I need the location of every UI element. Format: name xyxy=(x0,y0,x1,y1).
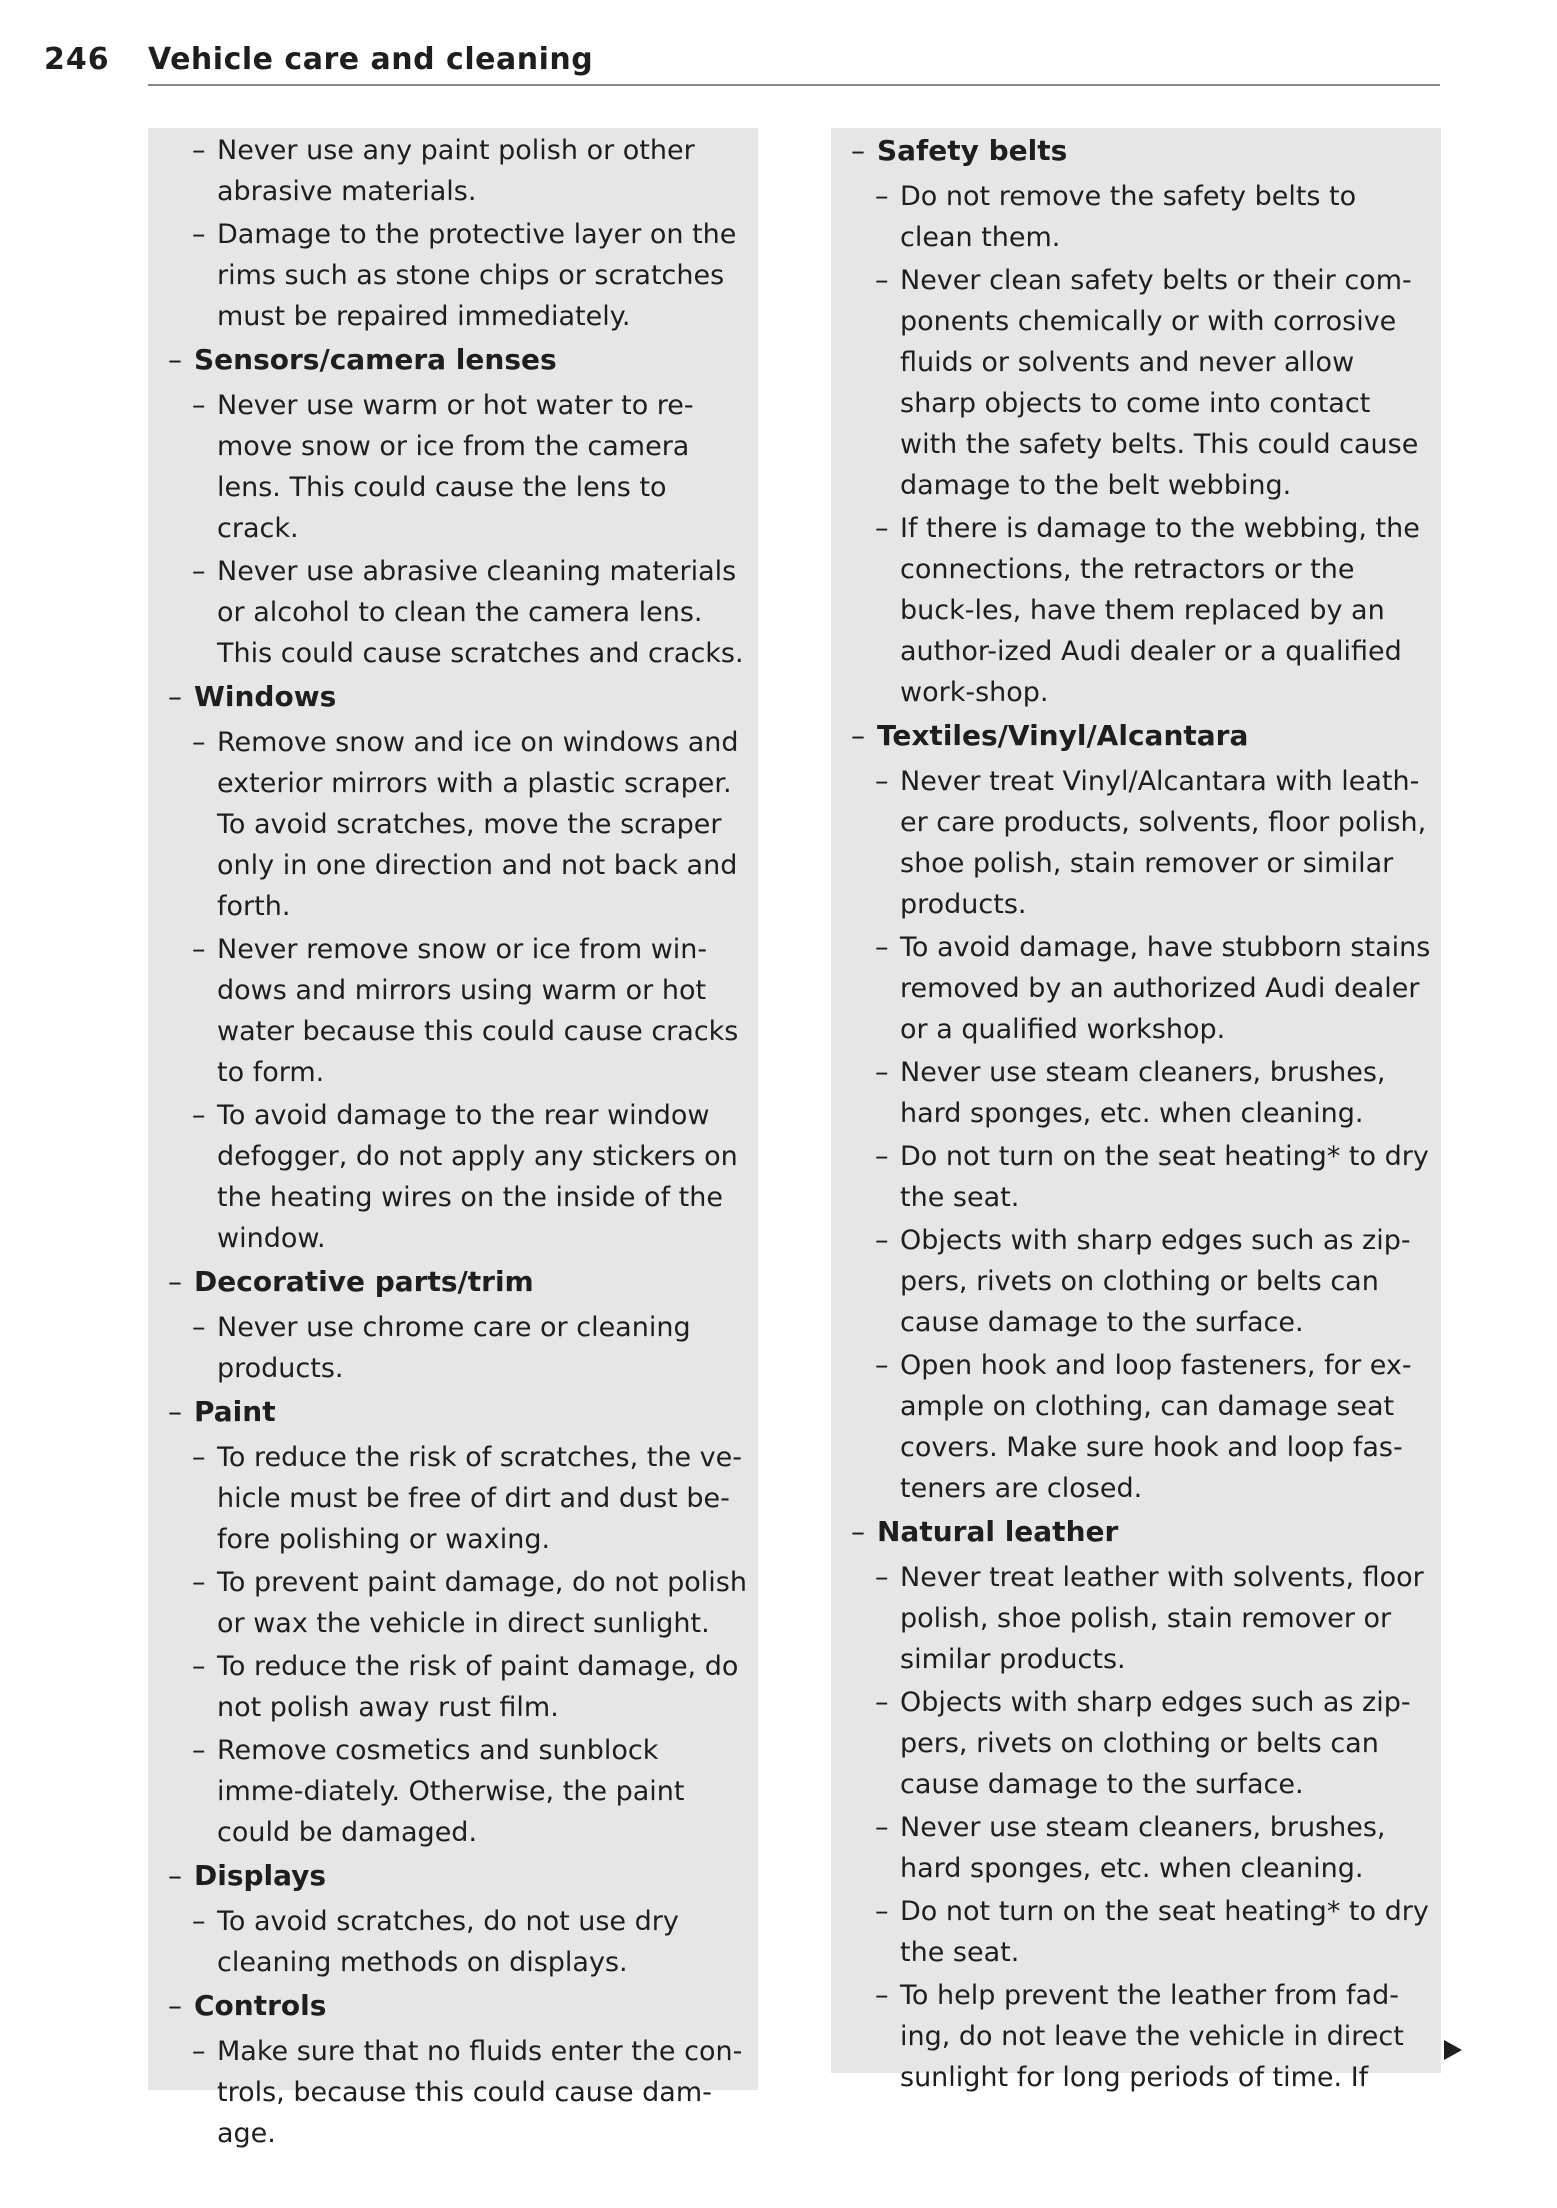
caution-item xyxy=(831,927,1441,1050)
bullet-dash: – xyxy=(192,219,206,250)
caution-item xyxy=(831,1807,1441,1889)
caution-item-text: Make sure that no fluids enter the con-trols, because this could cause dam-age. xyxy=(217,2036,743,2149)
bullet-dash: – xyxy=(192,556,206,587)
category-heading-controls xyxy=(148,1985,758,2026)
caution-item xyxy=(831,176,1441,258)
caution-item-text: Never clean safety belts or their com-ponents chemically or with corrosive fluids or solvents and never allow sharp objects to come into contact with the safety belts. This could cause damage to the belt webbing. xyxy=(900,265,1419,501)
bullet-dash: – xyxy=(192,934,206,965)
bullet-dash: – xyxy=(168,1265,182,1298)
caution-item-text: Do not turn on the seat heating* to dry the seat. xyxy=(900,1141,1429,1213)
caution-item xyxy=(831,1136,1441,1218)
caution-item xyxy=(148,722,758,927)
caution-item xyxy=(148,1901,758,1983)
category-heading-text: Decorative parts/trim xyxy=(194,1265,534,1298)
category-heading-textiles-vinyl-alcantara xyxy=(831,715,1441,756)
bullet-dash: – xyxy=(875,181,889,212)
bullet-dash: – xyxy=(192,135,206,166)
bullet-dash: – xyxy=(875,1980,889,2011)
caution-item xyxy=(148,1562,758,1644)
bullet-dash: – xyxy=(192,1567,206,1598)
bullet-dash: – xyxy=(192,1906,206,1937)
category-heading-displays xyxy=(148,1855,758,1896)
left-caution-column xyxy=(148,128,758,2149)
category-heading-text: Paint xyxy=(194,1395,276,1428)
caution-item xyxy=(148,1437,758,1560)
caution-item xyxy=(831,1345,1441,1509)
bullet-dash: – xyxy=(168,1395,182,1428)
category-heading-decorative-parts-trim xyxy=(148,1261,758,1302)
bullet-dash: – xyxy=(192,1312,206,1343)
continue-arrow-icon xyxy=(1444,2040,1462,2060)
caution-item xyxy=(148,1307,758,1389)
category-heading-text: Textiles/Vinyl/Alcantara xyxy=(877,719,1249,752)
bullet-dash: – xyxy=(875,1141,889,1172)
bullet-dash: – xyxy=(192,390,206,421)
caution-item-text: Never remove snow or ice from win-dows and mirrors using warm or hot water because this could cause cracks to form. xyxy=(217,934,739,1088)
category-heading-natural-leather xyxy=(831,1511,1441,1552)
category-heading-text: Controls xyxy=(194,1989,327,2022)
bullet-dash: – xyxy=(851,1515,865,1548)
bullet-dash: – xyxy=(875,1057,889,1088)
caution-item xyxy=(831,1682,1441,1805)
bullet-dash: – xyxy=(192,1100,206,1131)
bullet-dash: – xyxy=(168,343,182,376)
caution-item-text: To reduce the risk of scratches, the ve-hicle must be free of dirt and dust be-fore polishing or waxing. xyxy=(217,1442,742,1555)
caution-item-text: Never use steam cleaners, brushes, hard sponges, etc. when cleaning. xyxy=(900,1057,1386,1129)
category-heading-text: Displays xyxy=(194,1859,327,1892)
bullet-dash: – xyxy=(168,1989,182,2022)
caution-item xyxy=(831,260,1441,506)
caution-item xyxy=(148,1095,758,1259)
section-title: Vehicle care and cleaning xyxy=(148,42,594,77)
caution-item xyxy=(831,1220,1441,1343)
caution-item xyxy=(831,1557,1441,1680)
bullet-dash: – xyxy=(875,513,889,544)
caution-item-text: To avoid scratches, do not use dry cleaning methods on displays. xyxy=(217,1906,679,1978)
caution-item xyxy=(831,508,1441,713)
category-heading-text: Safety belts xyxy=(877,134,1068,167)
bullet-dash: – xyxy=(192,1651,206,1682)
caution-item-text: Do not remove the safety belts to clean them. xyxy=(900,181,1357,253)
caution-item xyxy=(148,130,758,212)
bullet-dash: – xyxy=(875,766,889,797)
bullet-dash: – xyxy=(875,1562,889,1593)
caution-item xyxy=(831,1891,1441,1973)
category-heading-safety-belts xyxy=(831,130,1441,171)
caution-item-text: Do not turn on the seat heating* to dry the seat. xyxy=(900,1896,1429,1968)
caution-item-text: To prevent paint damage, do not polish or wax the vehicle in direct sunlight. xyxy=(217,1567,747,1639)
caution-item-text: Never use any paint polish or other abrasive materials. xyxy=(217,135,695,207)
bullet-dash: – xyxy=(168,680,182,713)
category-heading-sensors-camera-lenses xyxy=(148,339,758,380)
caution-item-text: Objects with sharp edges such as zip-pers, rivets on clothing or belts can cause damage to the surface. xyxy=(900,1687,1411,1800)
caution-item-text: Never treat Vinyl/Alcantara with leath-er care products, solvents, floor polish, shoe polish, stain remover or similar products. xyxy=(900,766,1427,920)
category-heading-text: Sensors/camera lenses xyxy=(194,343,557,376)
bullet-dash: – xyxy=(851,134,865,167)
caution-item-text: Objects with sharp edges such as zip-pers, rivets on clothing or belts can cause damage to the surface. xyxy=(900,1225,1411,1338)
caution-item-text: Damage to the protective layer on the rims such as stone chips or scratches must be repaired immediately. xyxy=(217,219,737,332)
caution-item xyxy=(148,385,758,549)
caution-item-text: If there is damage to the webbing, the connections, the retractors or the buck-les, have them replaced by an author-ized Audi dealer or a qualified work-shop. xyxy=(900,513,1420,708)
caution-item-text: Never use warm or hot water to re-move snow or ice from the camera lens. This could cause the lens to crack. xyxy=(217,390,694,544)
caution-item-text: Never use abrasive cleaning materials or alcohol to clean the camera lens. This could cause scratches and cracks. xyxy=(217,556,744,669)
bullet-dash: – xyxy=(192,1735,206,1766)
bullet-dash: – xyxy=(192,2036,206,2067)
bullet-dash: – xyxy=(875,1896,889,1927)
caution-item-text: Never treat leather with solvents, floor polish, shoe polish, stain remover or similar products. xyxy=(900,1562,1424,1675)
caution-item xyxy=(831,761,1441,925)
caution-item xyxy=(148,551,758,674)
category-heading-paint xyxy=(148,1391,758,1432)
caution-item xyxy=(148,1730,758,1853)
caution-item-text: To avoid damage to the rear window defogger, do not apply any stickers on the heating wires on the inside of the window. xyxy=(217,1100,738,1254)
bullet-dash: – xyxy=(192,1442,206,1473)
bullet-dash: – xyxy=(875,1225,889,1256)
caution-item xyxy=(148,2031,758,2154)
category-heading-text: Natural leather xyxy=(877,1515,1119,1548)
caution-item xyxy=(148,214,758,337)
caution-item-text: Never use steam cleaners, brushes, hard sponges, etc. when cleaning. xyxy=(900,1812,1386,1884)
caution-item-text: To reduce the risk of paint damage, do not polish away rust film. xyxy=(217,1651,739,1723)
page-number: 246 xyxy=(44,42,110,77)
caution-item-text: Remove snow and ice on windows and exterior mirrors with a plastic scraper. To avoid scratches, move the scraper only in one direction and not back and forth. xyxy=(217,727,739,922)
bullet-dash: – xyxy=(875,1687,889,1718)
bullet-dash: – xyxy=(875,1812,889,1843)
bullet-dash: – xyxy=(875,265,889,296)
header-divider xyxy=(148,84,1440,86)
bullet-dash: – xyxy=(875,1350,889,1381)
caution-item xyxy=(831,1975,1441,2098)
page-header xyxy=(44,38,1440,86)
category-heading-windows xyxy=(148,676,758,717)
caution-item xyxy=(148,1646,758,1728)
bullet-dash: – xyxy=(875,932,889,963)
category-heading-text: Windows xyxy=(194,680,337,713)
caution-item xyxy=(831,1052,1441,1134)
caution-item xyxy=(148,929,758,1093)
bullet-dash: – xyxy=(192,727,206,758)
bullet-dash: – xyxy=(168,1859,182,1892)
caution-item-text: To help prevent the leather from fad-ing, do not leave the vehicle in direct sunlight for long periods of time. If xyxy=(900,1980,1404,2093)
right-caution-column xyxy=(831,128,1441,2093)
caution-item-text: Never use chrome care or cleaning products. xyxy=(217,1312,691,1384)
bullet-dash: – xyxy=(851,719,865,752)
caution-item-text: To avoid damage, have stubborn stains removed by an authorized Audi dealer or a qualified workshop. xyxy=(900,932,1431,1045)
caution-item-text: Open hook and loop fasteners, for ex-ample on clothing, can damage seat covers. Make sure hook and loop fas-teners are closed. xyxy=(900,1350,1412,1504)
caution-item-text: Remove cosmetics and sunblock imme-diately. Otherwise, the paint could be damaged. xyxy=(217,1735,685,1848)
